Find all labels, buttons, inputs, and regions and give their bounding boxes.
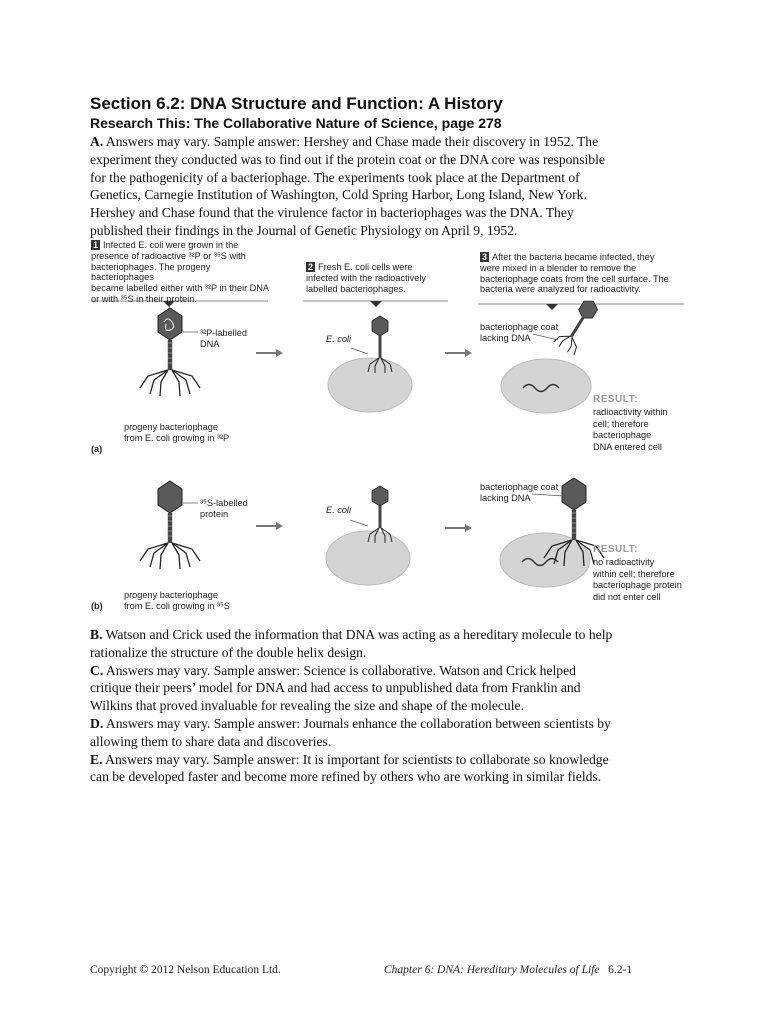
row-a-result-title: RESULT: (593, 394, 638, 405)
step-2-number: 2 (308, 262, 314, 272)
answer-a-letter: A. (90, 134, 104, 149)
subsection-title: Research This: The Collaborative Nature of Science, page 278 (90, 115, 502, 131)
step-3-number: 3 (482, 252, 488, 262)
row-a-arrow-2 (445, 349, 472, 357)
answer-b-letter: B. (90, 627, 103, 642)
answer-a (90, 133, 690, 240)
row-b-coat-label: bacteriophage coat lacking DNA (480, 482, 559, 503)
row-a-result-text: radioactivity within cell; therefore bacteriophage DNA entered cell (593, 407, 668, 452)
answer-e-letter: E. (90, 751, 103, 767)
step-1-number: 1 (93, 240, 99, 250)
step-2-caption: 2 Fresh E. coli cells were infected with the radioactively labelled bacteriophages. (306, 262, 427, 294)
row-b-progeny-label: progeny bacteriophage from E. coli growing in ³⁵S (124, 590, 230, 611)
row-a-panel-label: (a) (91, 444, 103, 454)
answer-c: C. Answers may vary. Sample answer: Science is collaborative. Watson and Crick helped critique their peers’ model for DNA and had access to unpublished data from Franklin and Wilkins that proved invaluable for revealing the size and shape of the molecule. (90, 662, 581, 714)
step-1-caption: 1 Infected E. coli were grown in the presence of radioactive ³²P or ³⁵S with bacteriophages. The progeny bacteriophages became labelled either with ³²P in their DNA or with ³⁵S in their protein. (91, 240, 270, 304)
row-a-arrow-1 (256, 349, 283, 357)
section-title: Section 6.2: DNA Structure and Function: A History (90, 94, 503, 113)
row-a-progeny-phage (140, 308, 200, 396)
caption-3-pointer (546, 304, 558, 310)
row-a-ecoli-infection (328, 316, 412, 412)
answer-b: B. Watson and Crick used the information that DNA was acting as a hereditary molecule to help rationalize the structure of the double helix design. (90, 627, 613, 660)
row-a-progeny-label: progeny bacteriophage from E. coli growing in ³²P (124, 422, 230, 443)
answer-a-line: for the pathogenicity of a bacteriophage. The experiments took place at the Department of (90, 169, 580, 185)
row-b-result-text: no radioactivity within cell; therefore bacteriophage protein did not enter cell (593, 557, 682, 602)
answer-a-line: experiment they conducted was to find out if the protein coat or the DNA core was responsible (90, 151, 605, 167)
caption-2-pointer (370, 301, 382, 307)
answer-a-line: Genetics, Carnegie Institution of Washington, Cold Spring Harbor, Long Island, New York. (90, 187, 587, 203)
row-a-phage-label: ³²P-labelled DNA (200, 328, 247, 349)
row-a-ecoli-label: E. coli (326, 334, 352, 344)
row-b-ecoli-infection (326, 486, 410, 585)
row-a-ecoli-leader (351, 348, 368, 354)
row-b-panel-label: (b) (91, 601, 103, 611)
answer-e: E. Answers may vary. Sample answer: It is important for scientists to collaborate so knowledge can be developed faster and become more refined by others who are working in similar fields. (90, 751, 609, 785)
row-b-progeny-phage (140, 481, 200, 569)
row-b-phage-label: ³⁵S-labelled protein (200, 498, 248, 519)
row-b-ecoli-leader (350, 520, 368, 526)
footer-page-number: 6.2-1 (608, 964, 633, 976)
answer-c-letter: C. (90, 662, 104, 678)
answer-a-line: Hershey and Chase found that the virulence factor in bacteriophages was the DNA. They (90, 205, 574, 221)
row-b-arrow-1 (256, 522, 283, 530)
footer-chapter (384, 964, 632, 976)
answers-b-to-e (90, 626, 690, 786)
row-b-ecoli-label: E. coli (326, 505, 352, 515)
row-b-result-title: RESULT: (593, 544, 638, 555)
answer-a-line: published their findings in the Journal of Genetic Physiology on April 9, 1952. (90, 222, 518, 238)
answer-d: D. Answers may vary. Sample answer: Journals enhance the collaboration between scientists by allowing them to share data and discoveries. (90, 715, 611, 749)
answer-a-line: A. Answers may vary. Sample answer: Hershey and Chase made their discovery in 1952. The (90, 134, 599, 149)
row-b-arrow-2 (445, 524, 472, 532)
row-a-analyzed-cell (501, 295, 604, 413)
row-a-coat-label: bacteriophage coat lacking DNA (480, 322, 559, 343)
step-3-caption: 3 After the bacteria became infected, they were mixed in a blender to remove the bacteriophage coats from the cell surface. The bacteria were analyzed for radioactivity. (480, 252, 669, 295)
answer-d-letter: D. (90, 715, 104, 731)
footer-copyright: Copyright © 2012 Nelson Education Ltd. (90, 964, 281, 976)
footer-chapter-title: Chapter 6: DNA: Hereditary Molecules of Life (384, 964, 600, 976)
hershey-chase-figure (88, 238, 688, 618)
